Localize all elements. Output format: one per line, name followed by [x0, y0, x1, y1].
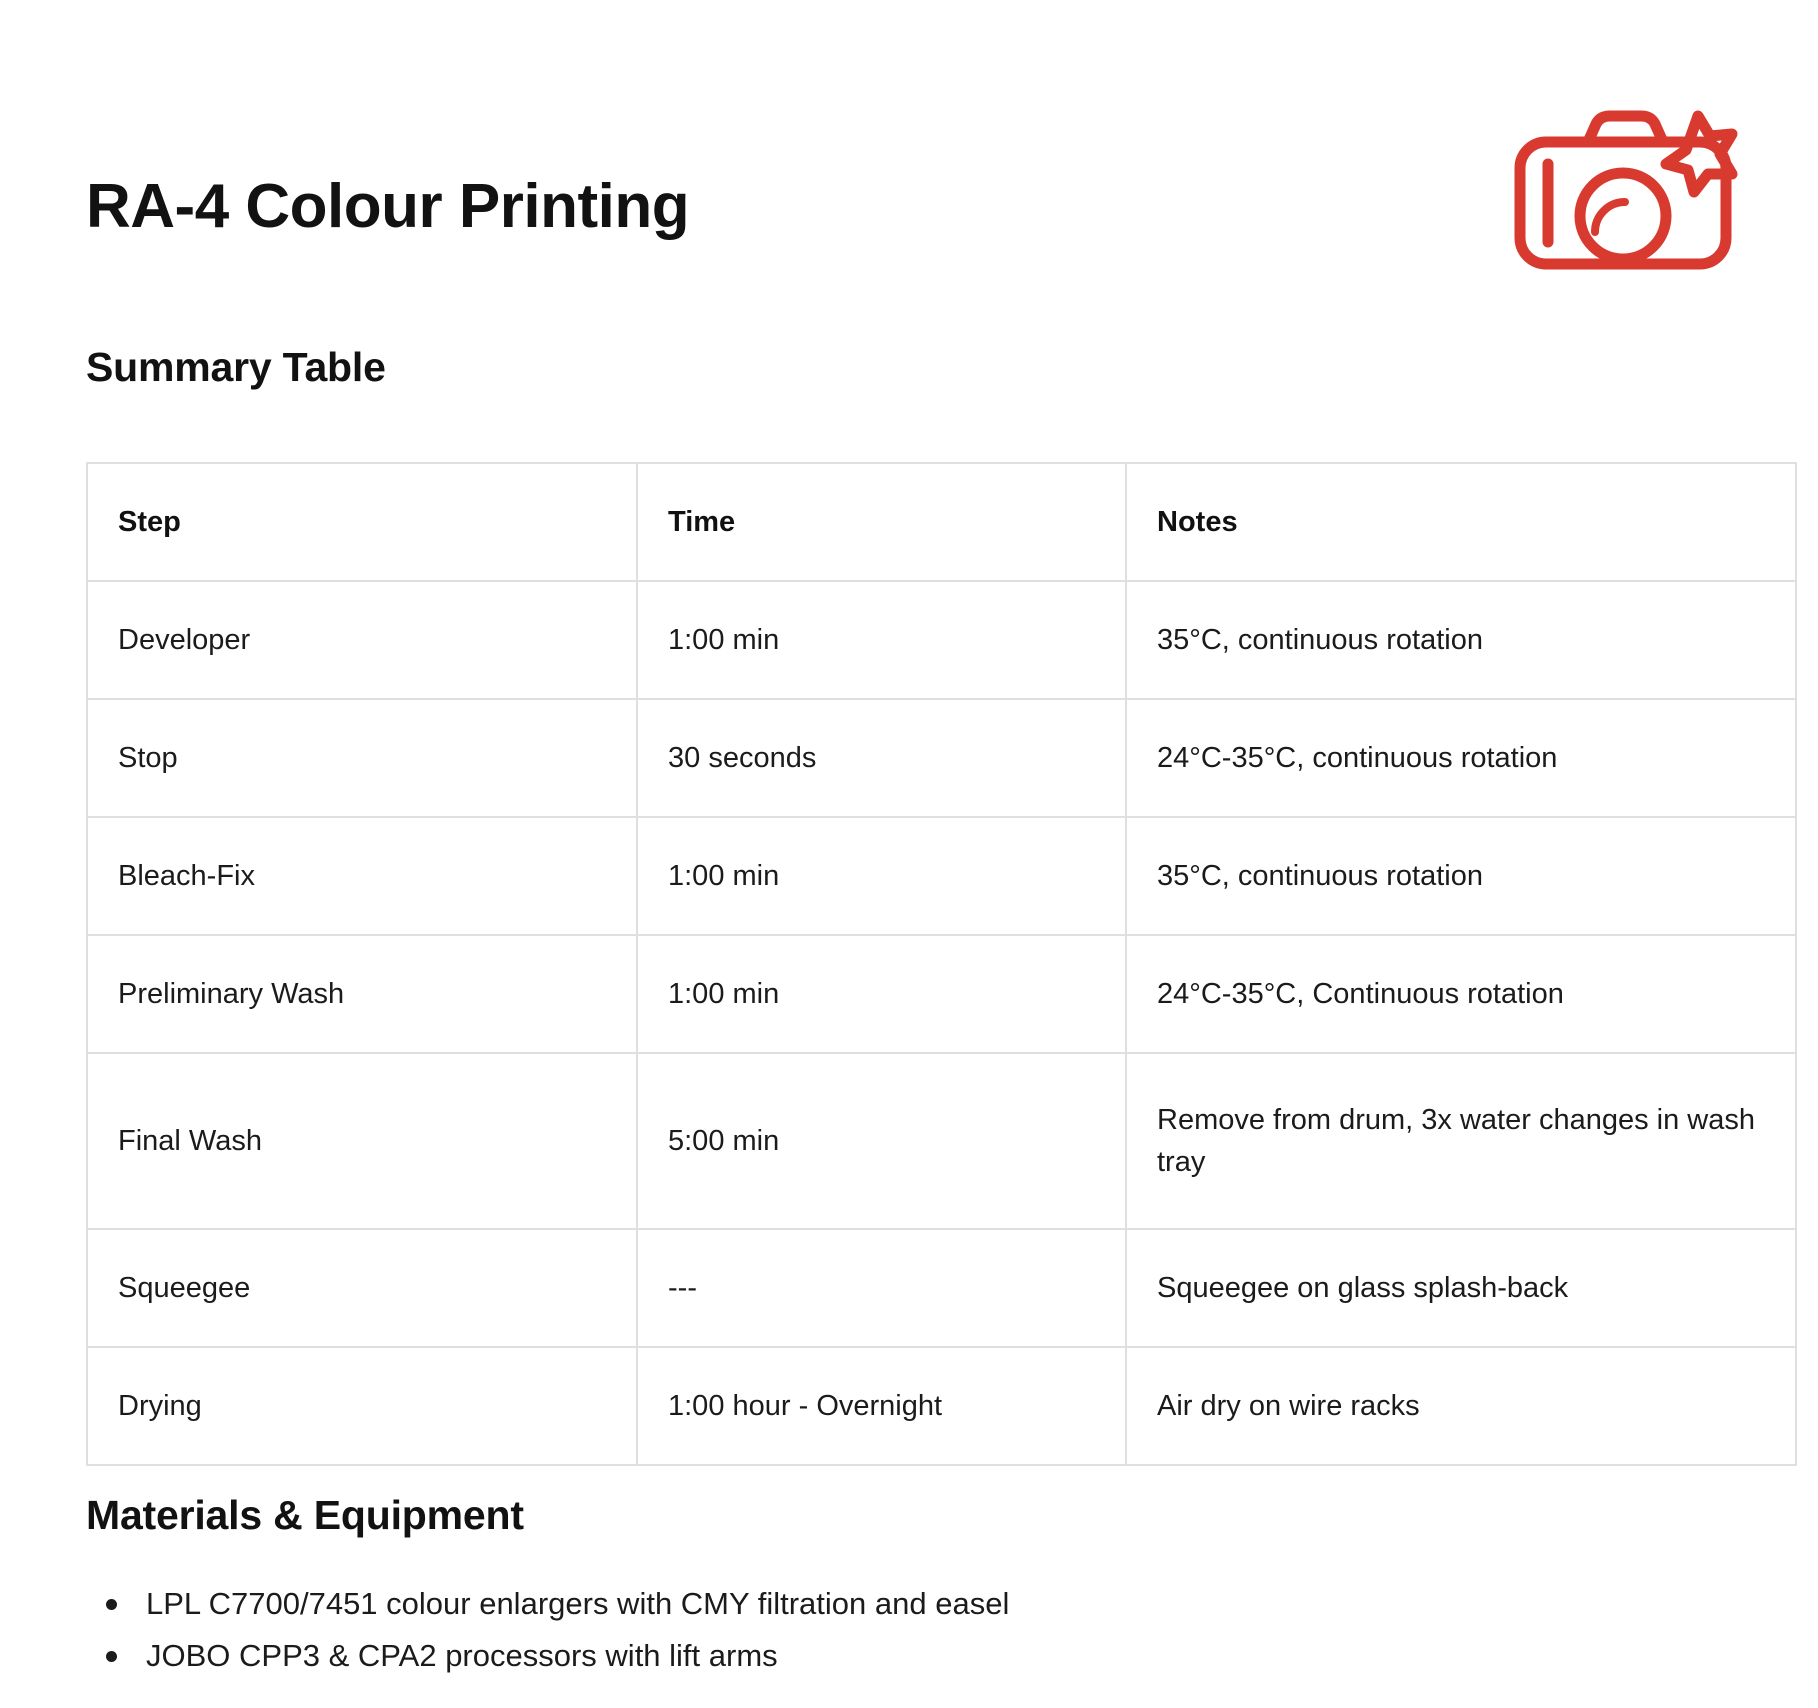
column-header-step: Step	[87, 463, 637, 581]
table-row	[87, 1053, 1796, 1229]
page-title: RA-4 Colour Printing	[86, 172, 690, 241]
column-header-notes: Notes	[1126, 463, 1796, 581]
summary-table-container	[86, 462, 1795, 1466]
table-row	[87, 581, 1796, 699]
table-body	[87, 581, 1796, 1465]
cell-time: 1:00 hour - Overnight	[637, 1347, 1126, 1465]
cell-time: 1:00 min	[637, 581, 1126, 699]
column-header-time: Time	[637, 463, 1126, 581]
cell-notes: 35°C, continuous rotation	[1126, 581, 1796, 699]
table-row	[87, 1347, 1796, 1465]
section-heading-summary-table: Summary Table	[86, 344, 386, 390]
cell-notes: Squeegee on glass splash-back	[1126, 1229, 1796, 1347]
cell-notes: 24°C-35°C, Continuous rotation	[1126, 935, 1796, 1053]
table-header-row	[87, 463, 1796, 581]
cell-step: Squeegee	[87, 1229, 637, 1347]
cell-time: 5:00 min	[637, 1053, 1126, 1229]
summary-table	[86, 462, 1797, 1466]
cell-step: Stop	[87, 699, 637, 817]
table-head	[87, 463, 1796, 581]
table-row	[87, 699, 1796, 817]
camera-star-icon	[1498, 84, 1748, 274]
cell-step: Preliminary Wash	[87, 935, 637, 1053]
section-heading-materials-equipment: Materials & Equipment	[86, 1492, 524, 1538]
list-item-label: LPL C7700/7451 colour enlargers with CMY filtration and easel	[146, 1586, 1010, 1621]
bullet-dot-icon	[106, 1599, 117, 1610]
cell-step: Drying	[87, 1347, 637, 1465]
cell-time: 1:00 min	[637, 935, 1126, 1053]
table-row	[87, 935, 1796, 1053]
cell-step: Bleach-Fix	[87, 817, 637, 935]
cell-notes: 24°C-35°C, continuous rotation	[1126, 699, 1796, 817]
table-row	[87, 1229, 1796, 1347]
cell-notes: Remove from drum, 3x water changes in wash tray	[1126, 1053, 1796, 1229]
cell-notes: 35°C, continuous rotation	[1126, 817, 1796, 935]
cell-step: Developer	[87, 581, 637, 699]
cell-time: ---	[637, 1229, 1126, 1347]
cell-step: Final Wash	[87, 1053, 637, 1229]
materials-equipment-list	[86, 1578, 1686, 1682]
cell-time: 30 seconds	[637, 699, 1126, 817]
cell-time: 1:00 min	[637, 817, 1126, 935]
table-row	[87, 817, 1796, 935]
list-item-label: JOBO CPP3 & CPA2 processors with lift arms	[146, 1638, 778, 1673]
list-item	[146, 1630, 1686, 1682]
bullet-dot-icon	[106, 1651, 117, 1662]
cell-notes: Air dry on wire racks	[1126, 1347, 1796, 1465]
list-item	[146, 1578, 1686, 1630]
